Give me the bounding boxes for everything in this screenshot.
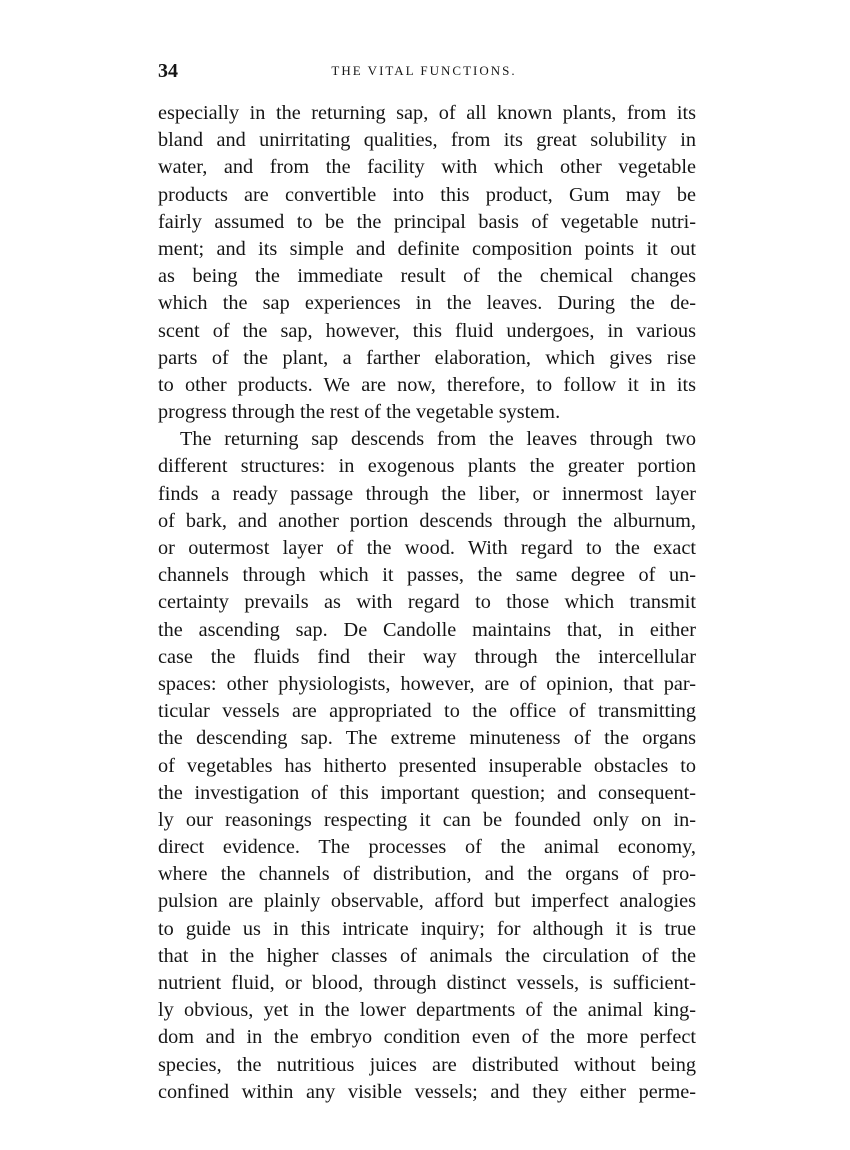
text-line: products are convertible into this product, Gum may be <box>158 183 696 206</box>
text-line: of vegetables has hitherto presented insuperable obstacles to <box>158 754 696 777</box>
text-line: scent of the sap, however, this fluid undergoes, in various <box>158 319 696 342</box>
text-line: parts of the plant, a farther elaboration, which gives rise <box>158 346 696 369</box>
text-line: direct evidence. The processes of the animal economy, <box>158 836 696 859</box>
text-line: which the sap experiences in the leaves. During the de- <box>158 292 696 315</box>
text-line: the ascending sap. De Candolle maintains that, in either <box>158 618 696 641</box>
paragraph-1 <box>158 100 696 426</box>
text-line: ment; and its simple and definite composition points it out <box>158 237 696 260</box>
text-line: to other products. We are now, therefore, to follow it in its <box>158 373 696 396</box>
text-line: dom and in the embryo condition even of the more perfect <box>158 1026 696 1049</box>
text-line: the descending sap. The extreme minuteness of the organs <box>158 727 696 750</box>
text-line: fairly assumed to be the principal basis of vegetable nutri- <box>158 210 696 233</box>
text-line: spaces: other physiologists, however, are of opinion, that par- <box>158 672 696 695</box>
text-line: of bark, and another portion descends through the alburnum, <box>158 509 696 532</box>
text-line: channels through which it passes, the same degree of un- <box>158 564 696 587</box>
text-line: ly our reasonings respecting it can be founded only on in- <box>158 808 696 831</box>
text-line: certainty prevails as with regard to those which transmit <box>158 591 696 614</box>
page-number: 34 <box>158 60 178 82</box>
text-line: finds a ready passage through the liber, or innermost layer <box>158 482 696 505</box>
running-title: THE VITAL FUNCTIONS. <box>331 63 517 78</box>
text-line: progress through the rest of the vegetable system. <box>158 401 561 424</box>
text-line: where the channels of distribution, and the organs of pro- <box>158 863 696 886</box>
text-line: ticular vessels are appropriated to the office of transmitting <box>158 700 696 723</box>
text-line: as being the immediate result of the chemical changes <box>158 265 696 288</box>
text-line: bland and unirritating qualities, from its great solubility in <box>158 129 696 152</box>
text-line: that in the higher classes of animals the circulation of the <box>158 944 696 967</box>
text-line: the investigation of this important question; and consequent- <box>158 781 696 804</box>
paragraph-2 <box>158 426 696 1106</box>
text-line: case the fluids find their way through the intercellular <box>158 645 696 668</box>
running-head <box>150 60 698 86</box>
text-line: pulsion are plainly observable, afford but imperfect analogies <box>158 890 696 913</box>
text-line: The returning sap descends from the leaves through two <box>180 428 696 451</box>
body-text <box>158 100 696 1106</box>
text-line: or outermost layer of the wood. With regard to the exact <box>158 537 696 559</box>
text-line: different structures: in exogenous plants the greater portion <box>158 455 696 478</box>
text-line: confined within any visible vessels; and they either perme- <box>158 1080 696 1103</box>
text-line: to guide us in this intricate inquiry; for although it is true <box>158 917 696 940</box>
text-line: ly obvious, yet in the lower departments of the animal king- <box>158 999 696 1022</box>
text-line: species, the nutritious juices are distributed without being <box>158 1053 696 1076</box>
text-line: especially in the returning sap, of all known plants, from its <box>158 102 696 124</box>
text-line: nutrient fluid, or blood, through distinct vessels, is sufficient- <box>158 972 696 994</box>
text-line: water, and from the facility with which other vegetable <box>158 156 696 179</box>
